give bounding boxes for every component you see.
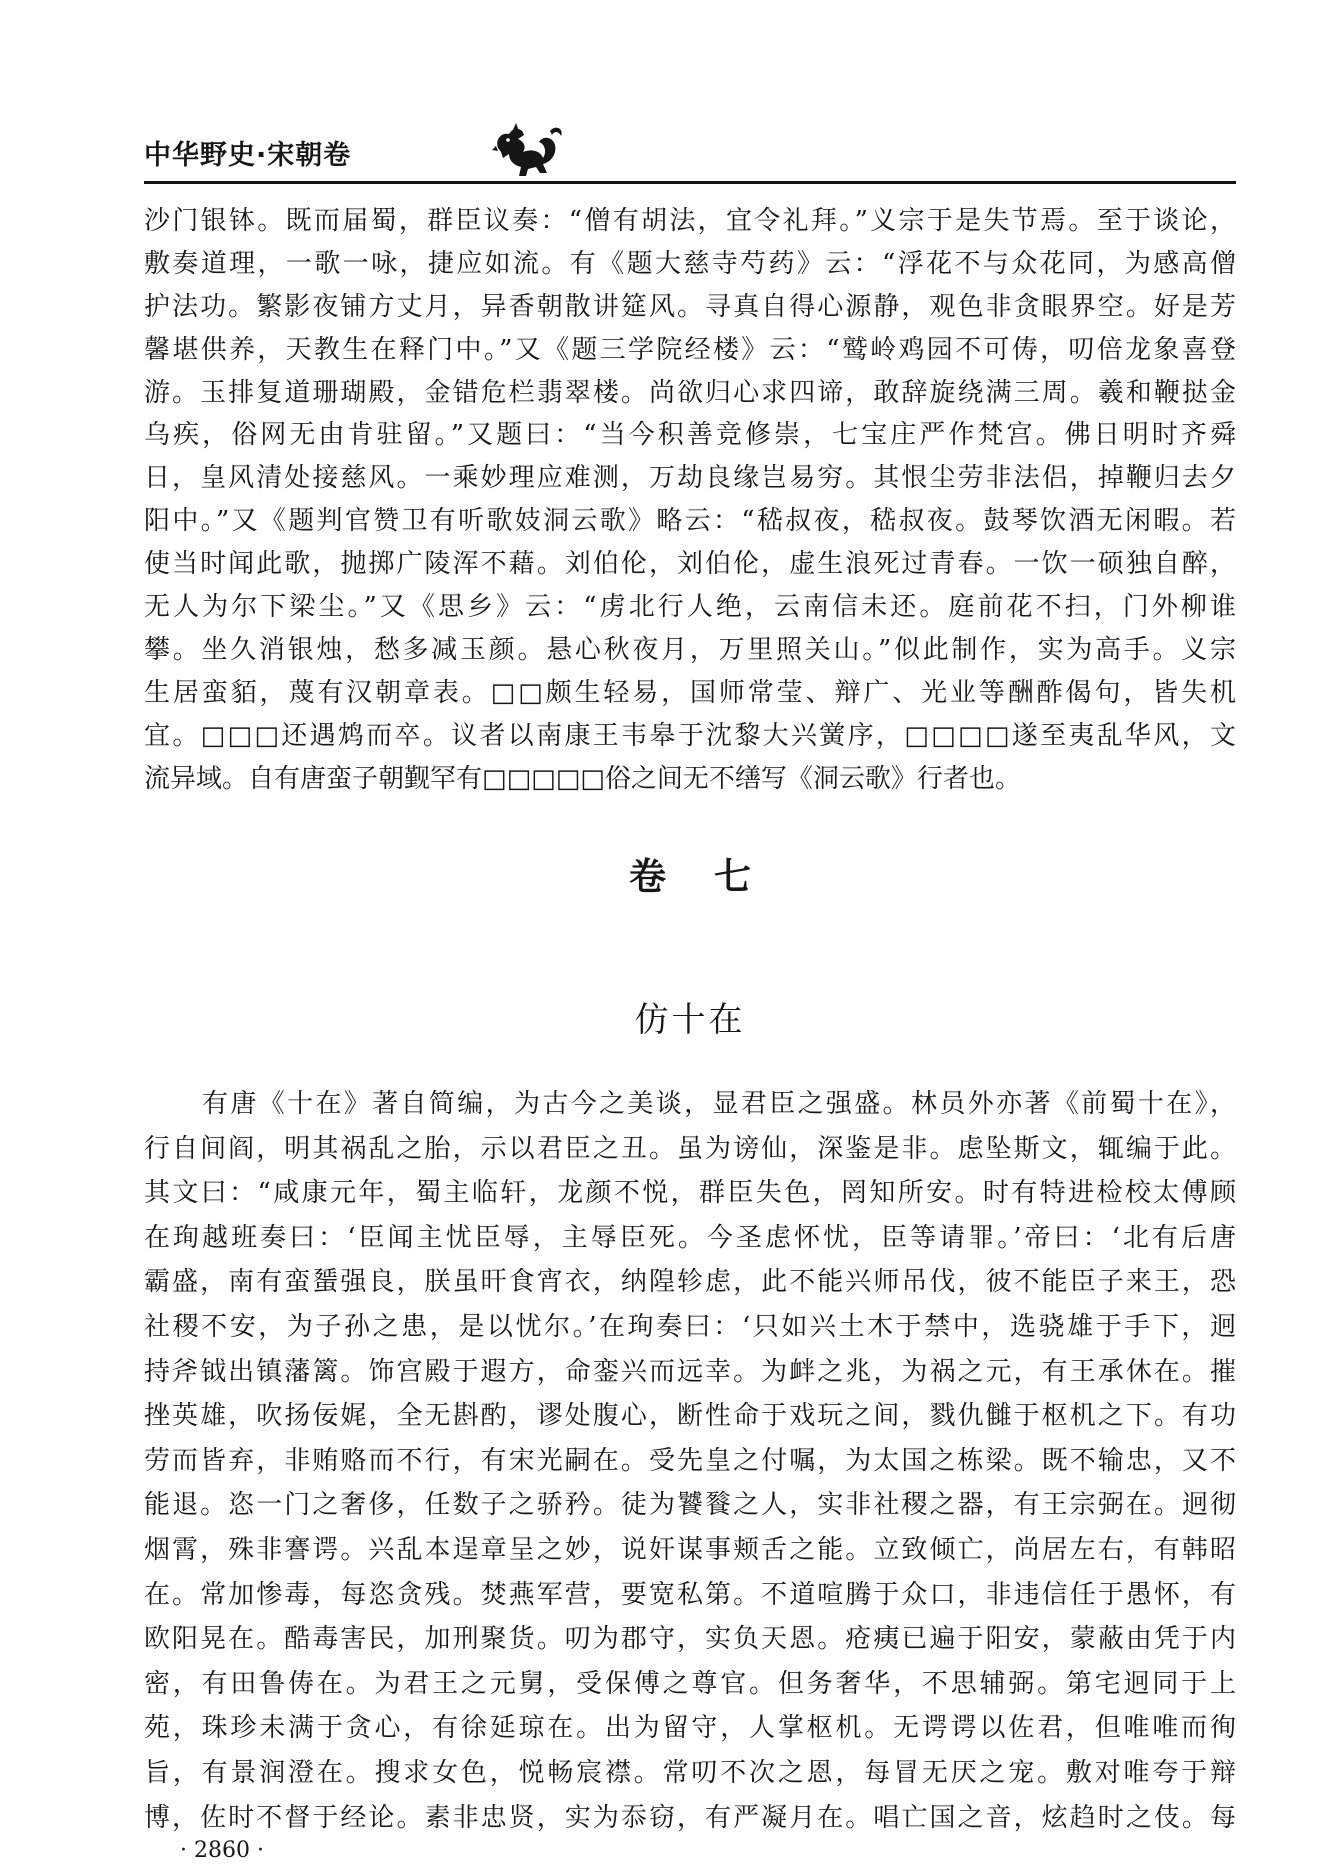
page-number: · 2860 · [180,1838,264,1863]
text-line: 博，佐时不督于经论。素非忠贤，实为忝窃，有严凝月在。唱亡国之音，炫趋时之伎。每 [144,1802,1236,1833]
text-line: 沙门银钵。既而届蜀，群臣议奏：“僧有胡法，宜令礼拜。”义宗于是失节焉。至于谈论， [144,206,1236,236]
text-line: 劳而皆弃，非贿赂而不行，有宋光嗣在。受先皇之付嘱，为太国之栋梁。既不输忠，又不 [144,1445,1236,1476]
text-line: 社稷不安，为子孙之患，是以忧尔。’在珣奏曰：‘只如兴土木于禁中，选骁雄于手下，迥 [144,1311,1236,1342]
text-line: 无人为尔下梁尘。”又《思乡》云：“虏北行人绝，云南信未还。庭前花不扫，门外柳谁 [144,592,1236,623]
text-line: 游。玉排复道珊瑚殿，金错危栏翡翠楼。尚欲归心求四谛，敢辞旋绕满三周。羲和鞭挞金 [144,377,1236,408]
text-line: 烟霄，殊非謇谔。兴乱本逞章呈之妙，说奸谋事颊舌之能。立致倾亡，尚居左右，有韩昭 [144,1534,1236,1565]
text-line: 流异域。自有唐蛮子朝觐罕有□□□□□俗之间无不缮写《洞云歌》行者也。 [144,763,1021,794]
dragon-icon [492,118,566,180]
text-line: 霸盛，南有蛮蜑强良，朕虽旰食宵衣，纳隍轸虑，此不能兴师吊伐，彼不能臣子来王，恐 [144,1267,1236,1298]
text-line: 有唐《十在》著自简编，为古今之美谈，显君臣之强盛。林员外亦著《前蜀十在》， [202,1089,1236,1119]
text-line: 在珣越班奏曰：‘臣闻主忧臣辱，主辱臣死。今圣虑怀忧，臣等请罪。’帝曰：‘北有后唐 [144,1222,1236,1253]
text-line: 乌疾，俗网无由肯驻留。”又题曰：“当今积善竞修崇，七宝庄严作梵宫。佛日明时齐舜 [144,420,1236,451]
article-title: 仿十在 [634,1000,746,1040]
text-line: 其文曰：“咸康元年，蜀主临轩，龙颜不悦，群臣失色，罔知所安。时有特进检校太傅顾 [144,1178,1236,1209]
text-line: 阳中。”又《题判官赞卫有听歌妓洞云歌》略云：“嵇叔夜，嵇叔夜。鼓琴饮酒无闲暇。若 [144,506,1236,537]
text-line: 行自间阎，明其祸乱之胎，示以君臣之丑。虽为谤仙，深鉴是非。虑坠斯文，辄编于此。 [144,1133,1236,1164]
text-line: 旨，有景润澄在。搜求女色，悦畅宸襟。常叨不次之恩，每冒无厌之宠。敷对唯夸于辩 [144,1757,1236,1788]
text-line: 挫英雄，吹扬佞娓，全无斟酌，谬处腹心，断性命于戏玩之间，戮仇雠于枢机之下。有功 [144,1401,1236,1432]
text-line: 宜。□□□还遇鸩而卒。议者以南康王韦皋于沈黎大兴黉序，□□□□遂至夷乱华风，文 [144,720,1236,751]
text-line: 护法功。繁影夜铺方丈月，异香朝散讲筵风。寻真自得心源静，观色非贪眼界空。好是芳 [144,291,1236,322]
text-line: 攀。坐久消银烛，愁多减玉颜。悬心秋夜月，万里照关山。”似此制作，实为高手。义宗 [144,634,1236,665]
running-title: 中华野史·宋朝卷 [144,140,352,171]
text-line: 欧阳晃在。酷毒害民，加刑聚货。叨为郡守，实负天恩。疮痍已遍于阳安，蒙蔽由凭于内 [144,1624,1236,1655]
chapter-heading: 卷七 [629,854,799,898]
text-line: 馨堪供养，天教生在释门中。”又《题三学院经楼》云：“鹫岭鸡园不可俦，叨倍龙象喜登 [144,334,1236,365]
text-line: 在。常加惨毒，每恣贪残。焚燕军营，要宽私第。不道喧腾于众口，非违信任于愚怀，有 [144,1579,1236,1610]
article-body [144,1082,1236,1840]
text-line: 敷奏道理，一歌一咏，捷应如流。有《题大慈寺芍药》云：“浮花不与众花同，为感高僧 [144,248,1236,279]
text-line: 持斧钺出镇藩篱。饰宫殿于遐方，命銮兴而远幸。为衅之兆，为祸之元，有王承休在。摧 [144,1356,1236,1387]
text-line: 使当时闻此歌，抛掷广陵浑不藉。刘伯伦，刘伯伦，虚生浪死过青春。一饮一硕独自醉， [144,549,1236,580]
text-line: 日，皇风清处接慈风。一乘妙理应难测，万劫良缘岂易穷。其恨尘劳非法侣，掉鞭归去夕 [144,463,1236,494]
text-line: 生居蛮貊，蔑有汉朝章表。□□颇生轻易，国师常莹、辩广、光业等酬酢偈句，皆失机 [144,677,1236,708]
text-line: 苑，珠珍未满于贪心，有徐延琼在。出为留守，人掌枢机。无谔谔以佐君，但唯唯而徇 [144,1713,1236,1744]
continued-passage [144,200,1236,800]
header-rule [144,181,1236,184]
text-line: 密，有田鲁俦在。为君王之元舅，受保傅之尊官。但务奢华，不思辅弼。第宅迥同于上 [144,1668,1236,1699]
text-line: 能退。恣一门之奢侈，任数子之骄矜。徒为饕餮之人，实非社稷之器，有王宗弼在。迥彻 [144,1490,1236,1521]
